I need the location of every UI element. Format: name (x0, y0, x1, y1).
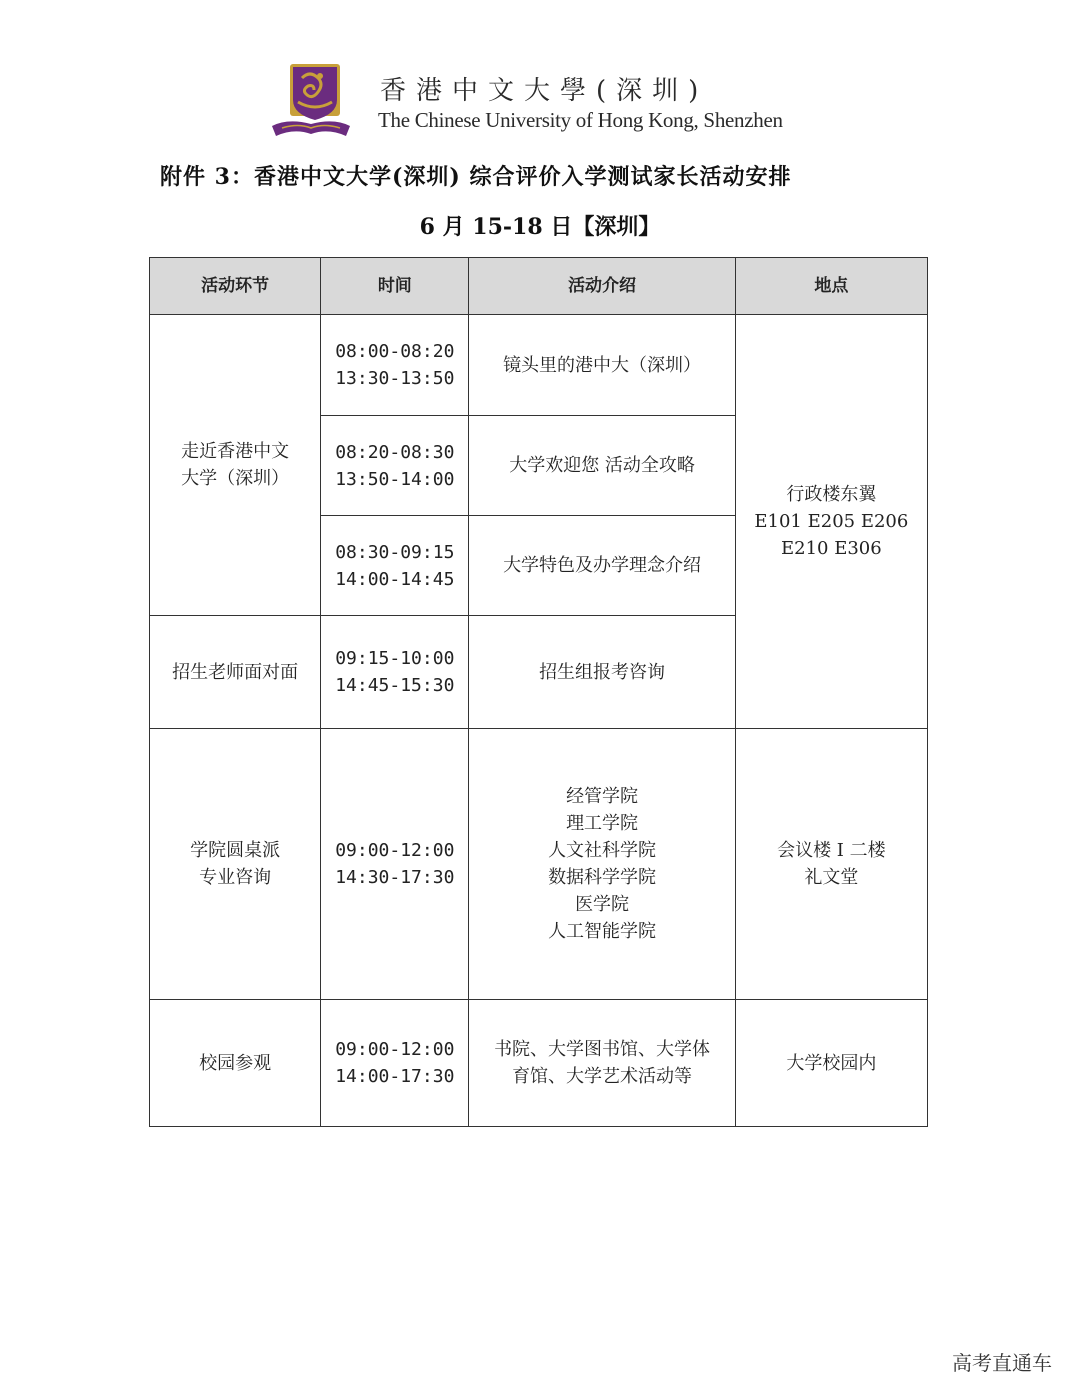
table-row (150, 315, 928, 416)
watermark-text: 高考直通车 (952, 1351, 1052, 1375)
table-row (150, 1000, 928, 1127)
section-cell: 招生老师面对面 (150, 616, 321, 729)
intro-cell: 书院、大学图书馆、大学体 育馆、大学艺术活动等 (469, 1000, 735, 1127)
intro-cell: 大学特色及办学理念介绍 (469, 516, 735, 616)
time-cell: 09:00-12:00 14:30-17:30 (321, 729, 469, 1000)
intro-cell: 经管学院 理工学院 人文社科学院 数据科学学院 医学院 人工智能学院 (469, 729, 735, 1000)
table-row (150, 729, 928, 1000)
header-cell-section: 活动环节 (150, 258, 321, 315)
section-cell: 校园参观 (150, 1000, 321, 1127)
section-cell: 走近香港中文 大学（深圳） (150, 315, 321, 616)
schedule-table (149, 257, 928, 1127)
time-cell: 08:00-08:20 13:30-13:50 (321, 315, 469, 416)
time-cell: 09:00-12:00 14:00-17:30 (321, 1000, 469, 1127)
time-cell: 08:30-09:15 14:00-14:45 (321, 516, 469, 616)
logo-english-name: The Chinese University of Hong Kong, Shenzhen (378, 108, 783, 132)
document-title: 附件 3：香港中文大学(深圳) 综合评价入学测试家长活动安排 (160, 164, 792, 190)
header-cell-time: 时间 (321, 258, 469, 315)
location-cell: 行政楼东翼 E101 E205 E206 E210 E306 (735, 315, 927, 729)
header-cell-intro: 活动介绍 (469, 258, 735, 315)
intro-cell: 镜头里的港中大（深圳） (469, 315, 735, 416)
cuhk-sz-crest-icon (268, 62, 354, 142)
document-subtitle: 6 月 15-18 日【深圳】 (419, 214, 661, 240)
time-cell: 09:15-10:00 14:45-15:30 (321, 616, 469, 729)
intro-cell: 招生组报考咨询 (469, 616, 735, 729)
logo-chinese-name: 香港中文大學(深圳) (380, 76, 709, 106)
university-logo (268, 62, 828, 142)
location-cell: 会议楼 I 二楼 礼文堂 (735, 729, 927, 1000)
header-cell-location: 地点 (735, 258, 927, 315)
time-cell: 08:20-08:30 13:50-14:00 (321, 416, 469, 516)
location-cell: 大学校园内 (735, 1000, 927, 1127)
table-header-row (150, 258, 928, 315)
intro-cell: 大学欢迎您 活动全攻略 (469, 416, 735, 516)
section-cell: 学院圆桌派 专业咨询 (150, 729, 321, 1000)
